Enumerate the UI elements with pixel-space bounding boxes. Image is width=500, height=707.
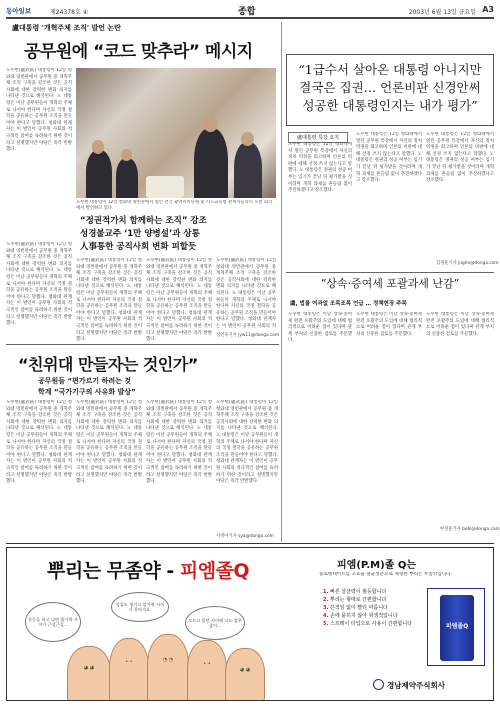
- advertisement: [6, 547, 494, 701]
- main-body-col3: 노무현(盧武鉉) 대통령이 12일 청와대 영빈관에서 공무원 중 개혁주체 조직 구축을 강조한 것은 공직사회에 대한 강력한 변화 의지를 나타낸 것으로 해석된다. 노 대통령은 이날 공무원들이 개혁의 주체로 나서야 한다며 자신의 국정 철학을 공유하는 공무원 조직을 만들어야 한다고 말했다. 청와대 관계자는 이 발언이 공무원 사회의 적극적인 참여를 독려하기 위한 것이라고 설명했지만 야당은 즉각 반발했다.: [146, 258, 212, 342]
- column-divider: [281, 22, 282, 542]
- ad-bubble-3: 모르고 있던 사이에 나도 발무좀이...: [185, 606, 245, 640]
- ad-bubble-2: 물집도 생기고 발가락 사이가 갈라져요.: [111, 592, 169, 622]
- left-section-rule: [6, 344, 279, 345]
- right-lower-col1: 노무현 대통령은 이날 상속·증여세 완전 포괄주의 도입에 대해 법리적으로 어려운 점이 있다며 관계 부처의 신중한 검토를 주문했다.: [288, 312, 352, 344]
- photo-caption: 노무현 대통령이 12일 청와대 영빈관에서 열린 전국 광역자치단체 및 시도교육청 관계자들과의 오찬 회의에서 발언하고 있다.: [76, 200, 273, 211]
- main-subhead-line1: “정권적가치 함께하는 조직” 강조: [80, 216, 207, 226]
- second-body-col1: 노무현(盧武鉉) 대통령이 12일 청와대 영빈관에서 공무원 중 개혁주체 조직 구축을 강조한 것은 공직사회에 대한 강력한 변화 의지를 나타낸 것으로 해석된다. 노 대통령은 이날 공무원들이 개혁의 주체로 나서야 한다며 자신의 국정 철학을 공유하는 공무원 조직을 만들어야 한다고 말했다. 청와대 관계자는 이 발언이 공무원 사회의 적극적인 참여를 독려하기 위한 것이라고 설명했지만 야당은 즉각 반발했다.: [6, 400, 72, 485]
- ad-top-rule: [6, 543, 494, 544]
- ad-feature-item: 2. 뿌리는 형태로 간편합니다: [323, 597, 387, 603]
- right-lower-col2: 노무현 대통령은 이날 상속·증여세 완전 포괄주의 도입에 대해 법리적으로 어려운 점이 있다며 관계 부처의 신중한 검토를 주문했다.: [356, 312, 422, 337]
- issue-number: 제24378호 ④: [50, 9, 88, 16]
- second-body-col3: 노무현(盧武鉉) 대통령이 12일 청와대 영빈관에서 공무원 중 개혁주체 조직 구축을 강조한 것은 공직사회에 대한 강력한 변화 의지를 나타낸 것으로 해석된다. 노 대통령은 이날 공무원들이 개혁의 주체로 나서야 한다며 자신의 국정 철학을 공유하는 공무원 조직을 만들어야 한다고 말했다. 청와대 관계자는 이 발언이 공무원 사회의 적극적인 참여를 독려하기 위한 것이라고 설명했지만 야당은 즉각 반발했다.: [146, 400, 212, 485]
- second-subhead-line1: 공무원들 “편가르기 하려는 것: [38, 377, 132, 385]
- ad-title-brand: 피엠졸Q: [179, 560, 250, 582]
- main-body-col1: 노무현(盧武鉉) 대통령이 12일 청와대 영빈관에서 공무원 중 개혁주체 조직 구축을 강조한 것은 공직사회에 대한 강력한 변화 의지를 나타낸 것으로 해석된다. 노 대통령은 이날 공무원들이 개혁의 주체로 나서야 한다며 자신의 국정 철학을 공유하는 공무원 조직을 만들어야 한다고 말했다. 청와대 관계자는 이 발언이 공무원 사회의 적극적인 참여를 독려하기 위한 것이라고 설명했지만 야당은 즉각 반발했다.: [6, 68, 72, 153]
- ad-feature-item: 4. 손에 묻히지 않아 위생적입니다: [323, 613, 398, 619]
- second-byline: 서영아기자 sya@donga.com: [216, 534, 274, 539]
- right-lower-byline: 한정훈기자 bebl@donga.com: [440, 527, 500, 532]
- ad-feature-item: 3. 끈적임 없이 빨리 마릅니다: [323, 605, 388, 611]
- right-lower-head-wrap: [286, 276, 494, 292]
- right-section-rule: [286, 272, 494, 273]
- second-headline: “친위대 만들자는 것인가”: [18, 355, 198, 374]
- company-logo-icon: [373, 679, 384, 690]
- main-photo: [76, 68, 276, 198]
- second-subhead-line2: 학계 “국가기구의 사유화 발상”: [38, 388, 136, 396]
- ad-product-name: 피엠졸Q: [445, 623, 469, 630]
- right-body-col2: 노무현 대통령은 12일 청와대에서 열린 공무원 특강에서 자신의 정치 역정을 회고하며 언론의 비판에 대해 신경 쓰지 않는다고 말했다. 노 대통령은 정권의 성공 여부는 임기가 끝난 뒤 평가받을 것이라며 개혁 과제를 흔들림 없이 추진하겠다고 강조했다.: [356, 132, 422, 184]
- ad-title: [47, 556, 249, 583]
- section-title: 종합: [238, 7, 256, 17]
- ad-toe-illustration: ◕ ◕ • • ◔ ◔ • • ◕ ◕: [67, 632, 297, 701]
- main-headline: 공무원에 “코드 맞추라” 메시지: [24, 42, 253, 62]
- main-subhead-line2: 성경불교주 ‘1만 양병설’과 상통: [80, 229, 200, 239]
- ad-feature-item: 5. 스프레이 타입으로 사용이 간편합니다: [323, 621, 413, 627]
- main-kicker: 盧대통령 '개혁주체 조직' 발언 논란: [12, 24, 121, 32]
- quote-line2: 결국은 집권… 언론비판 신경안써: [299, 80, 481, 95]
- second-body-col4: 노무현(盧武鉉) 대통령이 12일 청와대 영빈관에서 공무원 중 개혁주체 조직 구축을 강조한 것은 공직사회에 대한 강력한 변화 의지를 나타낸 것으로 해석된다. 노 대통령은 이날 공무원들이 개혁의 주체로 나서야 한다며 자신의 국정 철학을 공유하는 공무원 조직을 만들어야 한다고 말했다. 청와대 관계자는 이 발언이 공무원 사회의 적극적인 참여를 독려하기 위한 것이라고 설명했지만 야당은 즉각 반발했다.: [216, 400, 278, 485]
- ad-right-title: 피엠(P.M)졸 Q는: [337, 560, 417, 571]
- main-subhead-block: [80, 215, 276, 254]
- main-byline: 정연욱기자 jyw11@donga.com: [216, 333, 280, 338]
- issue-date: 2003년 6월 13일 금요일: [408, 9, 476, 16]
- right-lower-col3: 노무현 대통령은 이날 상속·증여세 완전 포괄주의 도입에 대해 법리적으로 어려운 점이 있다며 관계 부처의 신중한 검토를 주문했다.: [426, 312, 494, 337]
- quote-line1: “1급수서 살아온 대통령 아니지만: [298, 62, 482, 77]
- page-number: A3: [482, 5, 494, 14]
- main-body-col1b: 노무현(盧武鉉) 대통령이 12일 청와대 영빈관에서 공무원 중 개혁주체 조직 구축을 강조한 것은 공직사회에 대한 강력한 변화 의지를 나타낸 것으로 해석된다. 노 대통령은 이날 공무원들이 개혁의 주체로 나서야 한다며 자신의 국정 철학을 공유하는 공무원 조직을 만들어야 한다고 말했다. 청와대 관계자는 이 발언이 공무원 사회의 적극적인 참여를 독려하기 위한 것이라고 설명했지만 야당은 즉각 반발했다.: [6, 242, 72, 327]
- ad-feature-list: [323, 588, 423, 628]
- ad-feature-item: 1. 빠른 살균력이 월등합니다: [323, 589, 387, 595]
- paper-name: 동아일보: [6, 7, 32, 15]
- ad-intro: 플로렌테이트를 고효율 살균성분으로 제형한 뿌리는 무좀약입니다.: [319, 572, 453, 577]
- ad-title-prefix: 뿌리는 무좀약 -: [47, 560, 180, 582]
- lecture-summary-tag: 盧대통령 특강 요지: [288, 132, 348, 143]
- masthead: [6, 4, 494, 16]
- ad-bubble-1: 운동을 하고 나면 발가락 사이가 근질근질...: [25, 602, 81, 642]
- main-body-col4: 노무현(盧武鉉) 대통령이 12일 청와대 영빈관에서 공무원 중 개혁주체 조직 구축을 강조한 것은 공직사회에 대한 강력한 변화 의지를 나타낸 것으로 해석된다. 노 대통령은 이날 공무원들이 개혁의 주체로 나서야 한다며 자신의 국정 철학을 공유하는 공무원 조직을 만들어야 한다고 말했다. 청와대 관계자는 이 발언이 공무원 사회의 적: [216, 258, 276, 328]
- quote-box: [286, 54, 494, 126]
- ad-company: 경남제약주식회사: [387, 681, 445, 690]
- main-body-col2: 노무현(盧武鉉) 대통령이 12일 청와대 영빈관에서 공무원 중 개혁주체 조직 구축을 강조한 것은 공직사회에 대한 강력한 변화 의지를 나타낸 것으로 해석된다. 노 대통령은 이날 공무원들이 개혁의 주체로 나서야 한다며 자신의 국정 철학을 공유하는 공무원 조직을 만들어야 한다고 말했다. 청와대 관계자는 이 발언이 공무원 사회의 적극적인 참여를 독려하기 위한 것이라고 설명했지만 야당은 즉각 반발했다.: [76, 258, 142, 342]
- right-lower-headline: “상속·증여세 포괄과세 난감”: [320, 277, 460, 290]
- ad-product-box: [427, 588, 485, 666]
- main-subhead-line3: 人事통한 공직사회 변화 피할듯: [80, 242, 197, 252]
- quote-line3: 성공한 대통령인지는 내가 평가”: [302, 98, 478, 113]
- right-byline: 김정훈기자 jnghn@donga.com: [436, 261, 499, 266]
- second-body-col2: 노무현(盧武鉉) 대통령이 12일 청와대 영빈관에서 공무원 중 개혁주체 조직 구축을 강조한 것은 공직사회에 대한 강력한 변화 의지를 나타낸 것으로 해석된다. 노 대통령은 이날 공무원들이 개혁의 주체로 나서야 한다며 자신의 국정 철학을 공유하는 공무원 조직을 만들어야 한다고 말했다. 청와대 관계자는 이 발언이 공무원 사회의 적극적인 참여를 독려하기 위한 것이라고 설명했지만 야당은 즉각 반발했다.: [76, 400, 142, 485]
- second-subhead-block: [38, 376, 188, 398]
- right-body-col3: 노무현 대통령은 12일 청와대에서 열린 공무원 특강에서 자신의 정치 역정을 회고하며 언론의 비판에 대해 신경 쓰지 않는다고 말했다. 노 대통령은 정권의 성공 여부는 임기가 끝난 뒤 평가받을 것이라며 개혁 과제를 흔들림 없이 추진하겠다고 강조했다.: [426, 132, 494, 184]
- masthead-rule: [6, 17, 494, 19]
- right-body-col1: 노무현 대통령은 12일 청와대에서 열린 공무원 특강에서 자신의 정치 역정을 회고하며 언론의 비판에 대해 신경 쓰지 않는다고 말했다. 노 대통령은 정권의 성공 여부는 임기가 끝난 뒤 평가받을 것이라며 개혁 과제를 흔들림 없이 추진하겠다고 강조했다.: [288, 142, 352, 194]
- right-lower-subhead: 盧, 법률 여과없 조목조목 언급 … 정책현장 주목: [290, 301, 407, 307]
